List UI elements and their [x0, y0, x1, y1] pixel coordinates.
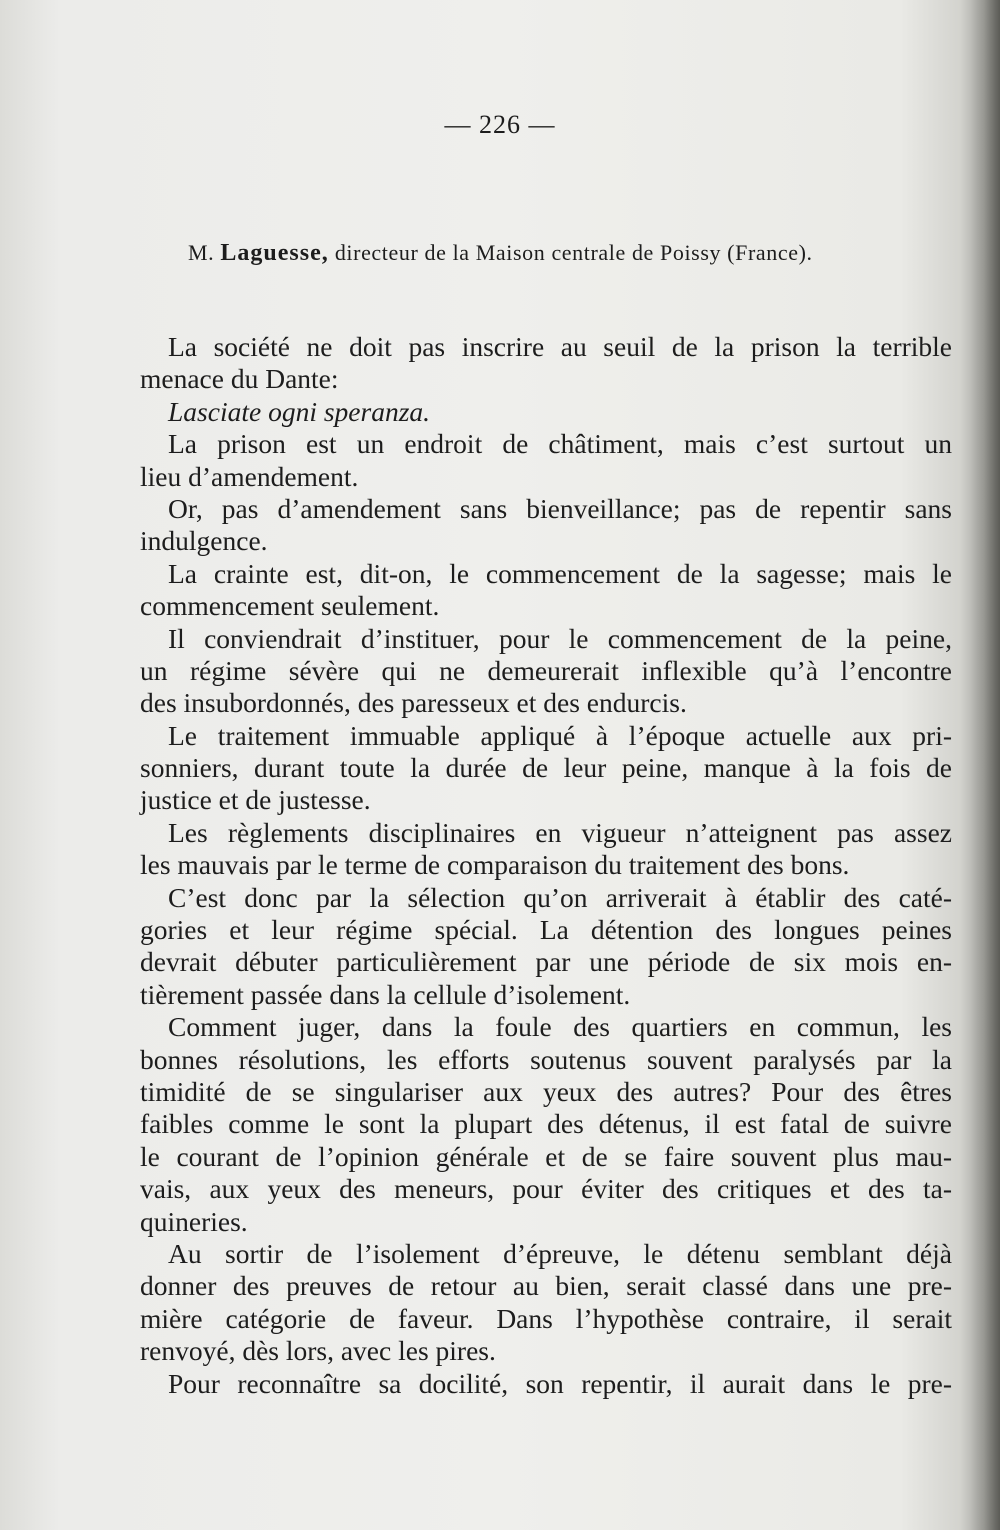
text-line: lieu d’amendement.: [140, 460, 359, 492]
text-line: Au sortir de l’isolement d’épreuve, le détenu semblant déjà: [168, 1237, 952, 1269]
text-line: Le traitement immuable appliqué à l’époque actuelle aux pri-: [168, 719, 952, 751]
text-line: devrait débuter particulièrement par une période de six mois en-: [140, 946, 952, 978]
text-line: bonnes résolutions, les efforts soutenus souvent paralysés par la: [140, 1043, 952, 1075]
text-line: le courant de l’opinion générale et de se faire souvent plus mau-: [140, 1140, 952, 1172]
text-line: vais, aux yeux des meneurs, pour éviter des critiques et des ta-: [140, 1173, 952, 1205]
text-line: un régime sévère qui ne demeurerait inflexible qu’à l’encontre: [140, 654, 952, 686]
text-line: gories et leur régime spécial. La détention des longues peines: [140, 914, 952, 946]
author-name: Laguesse,: [220, 240, 329, 266]
text-line: les mauvais par le terme de comparaison du traitement des bons.: [140, 849, 850, 881]
text-line: faibles comme le sont la plupart des détenus, il est fatal de suivre: [140, 1108, 952, 1140]
text-line: indulgence.: [140, 525, 268, 557]
text-line: La prison est un endroit de châtiment, mais c’est surtout un: [168, 428, 952, 460]
text-line: La crainte est, dit-on, le commencement de la sagesse; mais le: [168, 557, 952, 589]
text-line: Pour reconnaître sa docilité, son repentir, il aurait dans le pre-: [168, 1367, 952, 1399]
text-line: Or, pas d’amendement sans bienveillance; pas de repentir sans: [168, 492, 952, 524]
text-line: commencement seulement.: [140, 590, 440, 622]
page-edge-shadow: [960, 0, 1000, 1530]
author-description: directeur de la Maison centrale de Poissy (France).: [334, 240, 813, 265]
text-line: Lasciate ogni speranza.: [168, 395, 431, 427]
text-line: Les règlements disciplinaires en vigueur n’atteignent pas assez: [168, 816, 952, 848]
text-line: timidité de se singulariser aux yeux des autres? Pour des êtres: [140, 1075, 952, 1107]
text-line: tièrement passée dans la cellule d’isolement.: [140, 978, 631, 1010]
text-line: donner des preuves de retour au bien, serait classé dans une pre-: [140, 1270, 952, 1302]
text-line: C’est donc par la sélection qu’on arriverait à établir des caté-: [168, 881, 952, 913]
body-text: [140, 331, 952, 1400]
text-line: mière catégorie de faveur. Dans l’hypothèse contraire, il serait: [140, 1302, 952, 1334]
text-line: Il conviendrait d’instituer, pour le commencement de la peine,: [168, 622, 952, 654]
author-line: [188, 240, 813, 267]
text-line: La société ne doit pas inscrire au seuil de la prison la terrible: [168, 331, 952, 362]
page-number: — 226 —: [444, 110, 556, 139]
text-line: renvoyé, dès lors, avec les pires.: [140, 1335, 496, 1367]
text-line: des insubordonnés, des paresseux et des endurcis.: [140, 687, 687, 719]
text-line: Comment juger, dans la foule des quartiers en commun, les: [168, 1011, 952, 1043]
text-line: menace du Dante:: [140, 363, 339, 395]
text-line: justice et de justesse.: [140, 784, 371, 816]
text-line: quineries.: [140, 1205, 248, 1237]
author-prefix: M.: [188, 240, 215, 265]
text-line: sonniers, durant toute la durée de leur peine, manque à la fois de: [140, 752, 952, 784]
